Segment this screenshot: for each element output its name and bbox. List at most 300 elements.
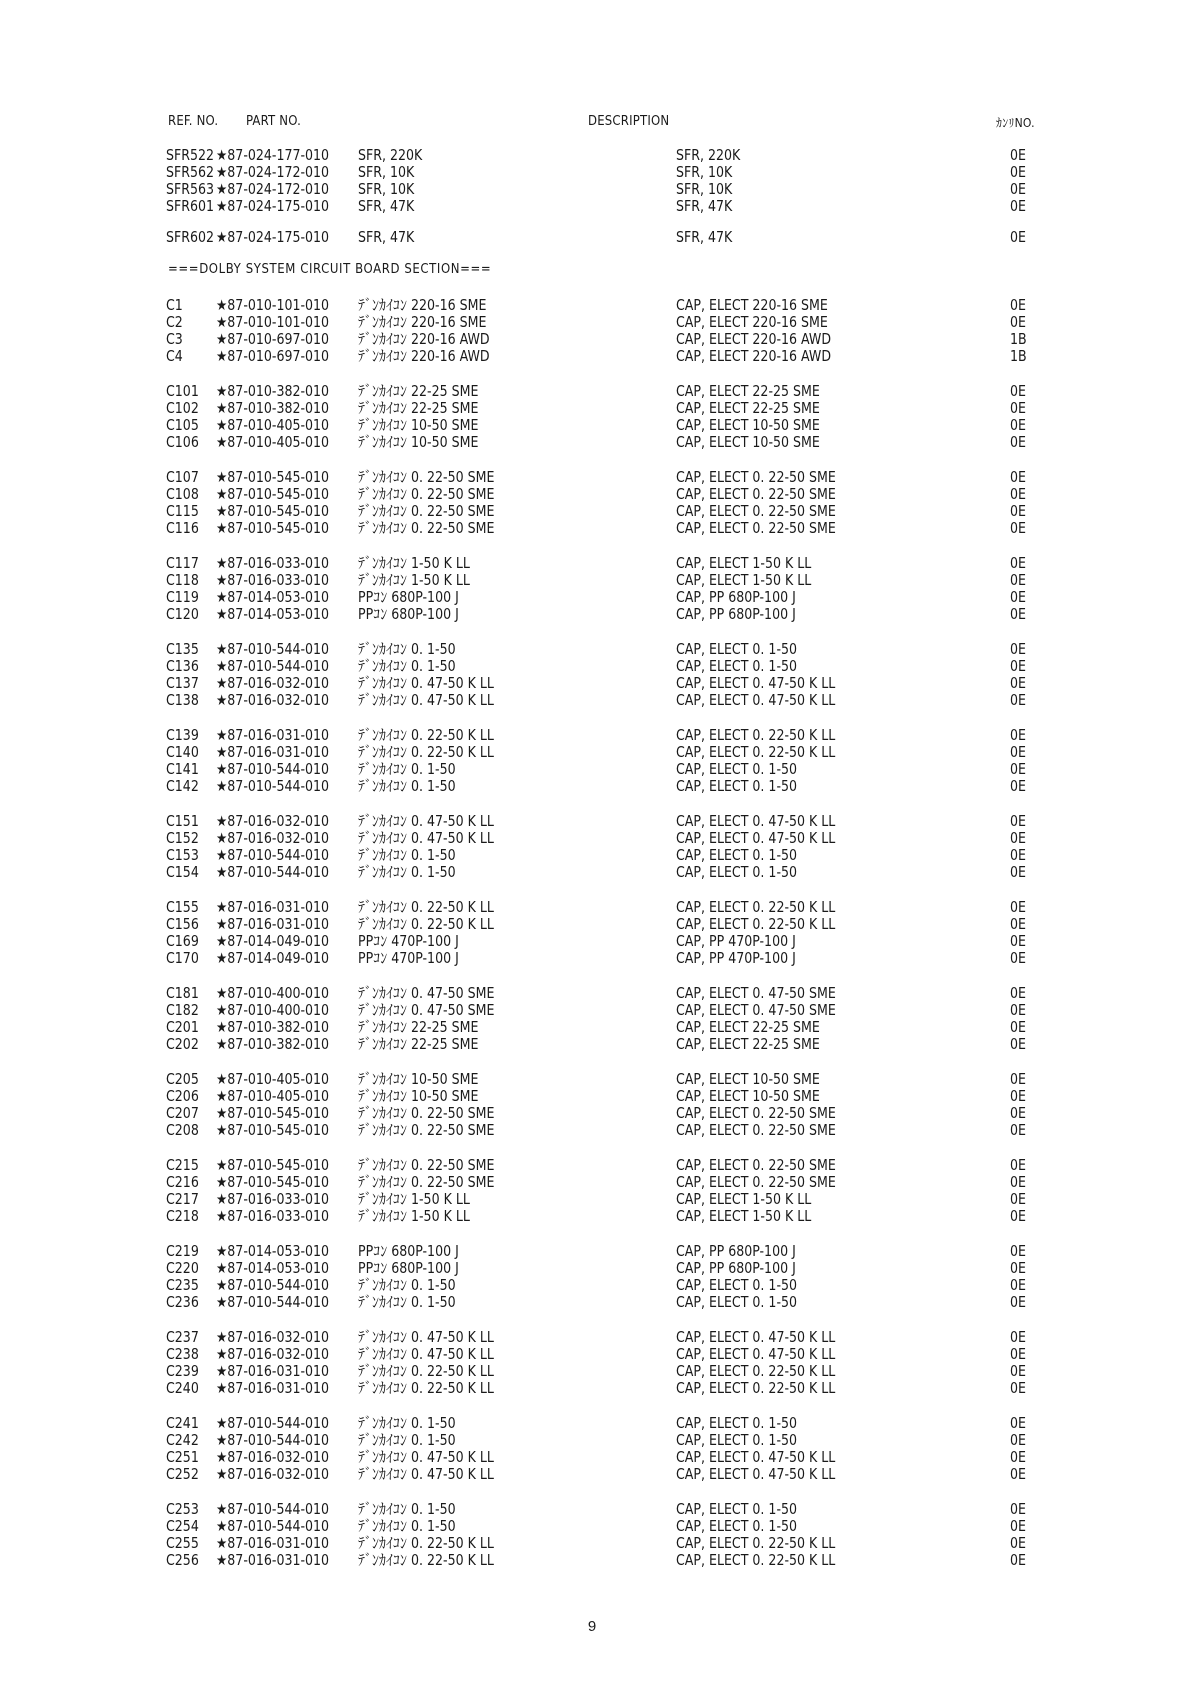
cell-ref: C240 [166, 1380, 199, 1398]
cell-kanri: 0E [1010, 181, 1026, 199]
cell-part: ★87-016-032-010 [216, 692, 330, 710]
page-number: 9 [587, 1618, 597, 1635]
cell-jp: ﾃﾞﾝｶｲｺﾝ 0. 47-50 K LL [358, 813, 494, 831]
cell-ref: C2 [166, 314, 183, 332]
cell-ref: C202 [166, 1036, 199, 1054]
parts-group [0, 556, 1184, 624]
cell-part: ★87-010-545-010 [216, 1174, 330, 1192]
cell-desc: CAP, ELECT 0. 1-50 [676, 1294, 798, 1312]
cell-kanri: 0E [1010, 641, 1026, 659]
cell-jp: ﾃﾞﾝｶｲｺﾝ 0. 22-50 K LL [358, 1552, 494, 1570]
cell-kanri: 0E [1010, 1415, 1026, 1433]
cell-kanri: 0E [1010, 1294, 1026, 1312]
cell-ref: C170 [166, 950, 199, 968]
table-row [0, 1003, 1184, 1021]
parts-group [0, 1416, 1184, 1484]
table-row [0, 1089, 1184, 1107]
cell-desc: CAP, PP 680P-100 J [676, 606, 796, 624]
table-row [0, 728, 1184, 746]
cell-jp: ﾃﾞﾝｶｲｺﾝ 22-25 SME [358, 1036, 479, 1054]
cell-desc: CAP, ELECT 0. 22-50 SME [676, 1174, 836, 1192]
cell-ref: C238 [166, 1346, 199, 1364]
cell-part: ★87-010-400-010 [216, 1002, 330, 1020]
cell-kanri: 0E [1010, 1380, 1026, 1398]
cell-desc: CAP, ELECT 0. 22-50 K LL [676, 916, 836, 934]
parts-group [0, 1502, 1184, 1570]
cell-ref: C255 [166, 1535, 199, 1553]
cell-ref: C142 [166, 778, 199, 796]
cell-jp: ﾃﾞﾝｶｲｺﾝ 0. 1-50 [358, 1518, 456, 1536]
cell-part: ★87-010-405-010 [216, 434, 330, 452]
cell-kanri: 0E [1010, 813, 1026, 831]
cell-ref: SFR562 [166, 164, 215, 182]
cell-jp: ﾃﾞﾝｶｲｺﾝ 0. 22-50 SME [358, 520, 495, 538]
cell-kanri: 0E [1010, 400, 1026, 418]
cell-ref: SFR601 [166, 198, 215, 216]
cell-desc: CAP, ELECT 0. 47-50 K LL [676, 830, 836, 848]
cell-part: ★87-016-032-010 [216, 675, 330, 693]
cell-desc: CAP, ELECT 0. 47-50 K LL [676, 1466, 836, 1484]
cell-kanri: 0E [1010, 950, 1026, 968]
cell-part: ★87-010-544-010 [216, 864, 330, 882]
cell-jp: ﾃﾞﾝｶｲｺﾝ 0. 22-50 SME [358, 469, 495, 487]
cell-ref: C105 [166, 417, 199, 435]
cell-desc: CAP, ELECT 10-50 SME [676, 417, 820, 435]
cell-desc: CAP, ELECT 0. 22-50 K LL [676, 1363, 836, 1381]
table-row [0, 401, 1184, 419]
cell-desc: CAP, ELECT 0. 22-50 K LL [676, 1380, 836, 1398]
cell-ref: C216 [166, 1174, 199, 1192]
cell-jp: ﾃﾞﾝｶｲｺﾝ 0. 22-50 SME [358, 1105, 495, 1123]
cell-jp: ﾃﾞﾝｶｲｺﾝ 0. 47-50 K LL [358, 675, 494, 693]
cell-kanri: 0E [1010, 675, 1026, 693]
cell-jp: ﾃﾞﾝｶｲｺﾝ 0. 47-50 SME [358, 1002, 495, 1020]
cell-desc: SFR, 47K [676, 229, 733, 247]
table-row [0, 435, 1184, 453]
table-row [0, 230, 1184, 248]
cell-kanri: 0E [1010, 1552, 1026, 1570]
cell-desc: CAP, ELECT 0. 1-50 [676, 761, 798, 779]
table-row [0, 1123, 1184, 1141]
table-row [0, 1209, 1184, 1227]
cell-ref: C101 [166, 383, 199, 401]
cell-kanri: 0E [1010, 744, 1026, 762]
parts-group [0, 470, 1184, 538]
cell-kanri: 0E [1010, 520, 1026, 538]
cell-kanri: 0E [1010, 1208, 1026, 1226]
table-row [0, 573, 1184, 591]
cell-jp: ﾃﾞﾝｶｲｺﾝ 10-50 SME [358, 434, 479, 452]
cell-ref: C252 [166, 1466, 199, 1484]
cell-desc: CAP, ELECT 0. 47-50 SME [676, 985, 836, 1003]
cell-kanri: 0E [1010, 434, 1026, 452]
table-row [0, 1502, 1184, 1520]
cell-part: ★87-010-544-010 [216, 778, 330, 796]
cell-kanri: 0E [1010, 985, 1026, 1003]
table-row [0, 556, 1184, 574]
cell-jp: PPｺﾝ 680P-100 J [358, 589, 459, 607]
cell-desc: CAP, ELECT 0. 1-50 [676, 778, 798, 796]
cell-ref: C118 [166, 572, 199, 590]
cell-ref: C107 [166, 469, 199, 487]
cell-jp: ﾃﾞﾝｶｲｺﾝ 0. 22-50 SME [358, 486, 495, 504]
parts-group [0, 814, 1184, 882]
table-row [0, 470, 1184, 488]
cell-part: ★87-010-545-010 [216, 520, 330, 538]
cell-kanri: 0E [1010, 486, 1026, 504]
table-row [0, 762, 1184, 780]
cell-jp: ﾃﾞﾝｶｲｺﾝ 0. 1-50 [358, 1277, 456, 1295]
cell-part: ★87-010-697-010 [216, 331, 330, 349]
cell-part: ★87-010-544-010 [216, 1415, 330, 1433]
cell-kanri: 0E [1010, 1122, 1026, 1140]
cell-ref: C239 [166, 1363, 199, 1381]
cell-part: ★87-010-400-010 [216, 985, 330, 1003]
cell-ref: C119 [166, 589, 199, 607]
cell-ref: C136 [166, 658, 199, 676]
cell-part: ★87-010-405-010 [216, 1088, 330, 1106]
table-row [0, 642, 1184, 660]
cell-desc: CAP, ELECT 0. 22-50 SME [676, 469, 836, 487]
cell-desc: CAP, ELECT 0. 47-50 K LL [676, 1449, 836, 1467]
cell-ref: C251 [166, 1449, 199, 1467]
cell-jp: ﾃﾞﾝｶｲｺﾝ 0. 1-50 [358, 1415, 456, 1433]
cell-part: ★87-016-031-010 [216, 1535, 330, 1553]
cell-desc: CAP, ELECT 22-25 SME [676, 1036, 820, 1054]
cell-kanri: 0E [1010, 1002, 1026, 1020]
cell-ref: C181 [166, 985, 199, 1003]
cell-ref: C169 [166, 933, 199, 951]
cell-desc: CAP, ELECT 220-16 SME [676, 297, 828, 315]
cell-kanri: 0E [1010, 469, 1026, 487]
cell-part: ★87-016-033-010 [216, 1191, 330, 1209]
cell-part: ★87-010-545-010 [216, 486, 330, 504]
cell-jp: ﾃﾞﾝｶｲｺﾝ 0. 47-50 K LL [358, 692, 494, 710]
cell-ref: C102 [166, 400, 199, 418]
cell-part: ★87-016-032-010 [216, 830, 330, 848]
table-row [0, 917, 1184, 935]
cell-part: ★87-010-545-010 [216, 503, 330, 521]
cell-desc: SFR, 220K [676, 147, 741, 165]
cell-part: ★87-024-172-010 [216, 164, 330, 182]
table-row [0, 1364, 1184, 1382]
table-row [0, 1536, 1184, 1554]
cell-desc: CAP, PP 680P-100 J [676, 589, 796, 607]
cell-kanri: 0E [1010, 1535, 1026, 1553]
cell-kanri: 0E [1010, 229, 1026, 247]
cell-ref: C220 [166, 1260, 199, 1278]
cell-ref: C241 [166, 1415, 199, 1433]
cell-ref: C137 [166, 675, 199, 693]
cell-desc: CAP, ELECT 0. 22-50 SME [676, 1122, 836, 1140]
cell-jp: SFR, 47K [358, 229, 415, 247]
cell-desc: CAP, ELECT 0. 22-50 K LL [676, 744, 836, 762]
cell-kanri: 0E [1010, 761, 1026, 779]
cell-part: ★87-010-545-010 [216, 1105, 330, 1123]
cell-kanri: 0E [1010, 1466, 1026, 1484]
cell-part: ★87-016-031-010 [216, 727, 330, 745]
kanri-no-header: ｶﾝﾘNO. [996, 116, 1035, 130]
cell-desc: CAP, ELECT 220-16 AWD [676, 348, 832, 366]
cell-part: ★87-014-049-010 [216, 933, 330, 951]
cell-desc: CAP, ELECT 0. 22-50 SME [676, 1157, 836, 1175]
parts-group [0, 1158, 1184, 1226]
cell-ref: C153 [166, 847, 199, 865]
cell-kanri: 0E [1010, 778, 1026, 796]
parts-group [0, 728, 1184, 796]
cell-kanri: 0E [1010, 503, 1026, 521]
cell-part: ★87-016-032-010 [216, 813, 330, 831]
table-row [0, 1433, 1184, 1451]
cell-desc: CAP, ELECT 1-50 K LL [676, 1191, 812, 1209]
cell-kanri: 0E [1010, 1243, 1026, 1261]
cell-ref: C182 [166, 1002, 199, 1020]
table-row [0, 831, 1184, 849]
table-row [0, 1295, 1184, 1313]
ref-no-header: REF. NO. [168, 114, 219, 129]
cell-ref: C253 [166, 1501, 199, 1519]
cell-ref: C217 [166, 1191, 199, 1209]
cell-part: ★87-016-032-010 [216, 1466, 330, 1484]
cell-jp: ﾃﾞﾝｶｲｺﾝ 0. 47-50 K LL [358, 1466, 494, 1484]
cell-part: ★87-024-175-010 [216, 229, 330, 247]
cell-desc: CAP, ELECT 220-16 AWD [676, 331, 832, 349]
cell-kanri: 0E [1010, 727, 1026, 745]
table-row [0, 590, 1184, 608]
cell-part: ★87-010-405-010 [216, 1071, 330, 1089]
cell-jp: ﾃﾞﾝｶｲｺﾝ 0. 22-50 K LL [358, 744, 494, 762]
cell-desc: CAP, ELECT 0. 22-50 SME [676, 520, 836, 538]
table-row [0, 1278, 1184, 1296]
cell-kanri: 0E [1010, 1260, 1026, 1278]
cell-kanri: 1B [1010, 348, 1027, 366]
cell-jp: ﾃﾞﾝｶｲｺﾝ 220-16 AWD [358, 348, 490, 366]
cell-kanri: 0E [1010, 1036, 1026, 1054]
cell-part: ★87-016-031-010 [216, 1380, 330, 1398]
cell-part: ★87-010-544-010 [216, 1432, 330, 1450]
table-row [0, 1261, 1184, 1279]
table-row [0, 1175, 1184, 1193]
cell-desc: SFR, 10K [676, 181, 733, 199]
cell-jp: ﾃﾞﾝｶｲｺﾝ 0. 22-50 K LL [358, 1363, 494, 1381]
cell-ref: C256 [166, 1552, 199, 1570]
cell-desc: CAP, ELECT 22-25 SME [676, 383, 820, 401]
cell-kanri: 0E [1010, 1071, 1026, 1089]
cell-jp: ﾃﾞﾝｶｲｺﾝ 1-50 K LL [358, 572, 470, 590]
table-row [0, 676, 1184, 694]
cell-ref: C208 [166, 1122, 199, 1140]
parts-group [0, 1330, 1184, 1398]
cell-desc: CAP, ELECT 1-50 K LL [676, 1208, 812, 1226]
cell-kanri: 0E [1010, 1346, 1026, 1364]
cell-kanri: 0E [1010, 606, 1026, 624]
cell-jp: ﾃﾞﾝｶｲｺﾝ 22-25 SME [358, 400, 479, 418]
cell-desc: CAP, ELECT 0. 47-50 SME [676, 1002, 836, 1020]
cell-part: ★87-016-031-010 [216, 916, 330, 934]
cell-desc: CAP, ELECT 0. 22-50 K LL [676, 727, 836, 745]
cell-ref: C117 [166, 555, 199, 573]
cell-jp: SFR, 220K [358, 147, 423, 165]
cell-ref: C138 [166, 692, 199, 710]
cell-desc: CAP, ELECT 10-50 SME [676, 1071, 820, 1089]
cell-jp: ﾃﾞﾝｶｲｺﾝ 0. 22-50 K LL [358, 1380, 494, 1398]
cell-ref: C254 [166, 1518, 199, 1536]
table-row [0, 418, 1184, 436]
cell-part: ★87-010-544-010 [216, 847, 330, 865]
cell-jp: ﾃﾞﾝｶｲｺﾝ 1-50 K LL [358, 555, 470, 573]
table-row [0, 487, 1184, 505]
cell-jp: ﾃﾞﾝｶｲｺﾝ 220-16 SME [358, 297, 487, 315]
cell-ref: C4 [166, 348, 183, 366]
cell-kanri: 0E [1010, 164, 1026, 182]
cell-part: ★87-014-053-010 [216, 606, 330, 624]
cell-kanri: 0E [1010, 417, 1026, 435]
section-title: ===DOLBY SYSTEM CIRCUIT BOARD SECTION=== [168, 262, 492, 277]
cell-kanri: 0E [1010, 383, 1026, 401]
cell-kanri: 0E [1010, 198, 1026, 216]
cell-kanri: 0E [1010, 555, 1026, 573]
cell-part: ★87-010-544-010 [216, 1294, 330, 1312]
cell-ref: C237 [166, 1329, 199, 1347]
cell-part: ★87-010-544-010 [216, 1501, 330, 1519]
parts-group [0, 1072, 1184, 1140]
cell-jp: ﾃﾞﾝｶｲｺﾝ 0. 22-50 SME [358, 1157, 495, 1175]
cell-kanri: 0E [1010, 692, 1026, 710]
cell-jp: ﾃﾞﾝｶｲｺﾝ 0. 1-50 [358, 1432, 456, 1450]
cell-jp: PPｺﾝ 680P-100 J [358, 1243, 459, 1261]
cell-desc: CAP, ELECT 220-16 SME [676, 314, 828, 332]
table-row [0, 1330, 1184, 1348]
cell-ref: SFR522 [166, 147, 215, 165]
cell-jp: ﾃﾞﾝｶｲｺﾝ 22-25 SME [358, 1019, 479, 1037]
table-row [0, 779, 1184, 797]
cell-ref: C141 [166, 761, 199, 779]
cell-jp: PPｺﾝ 680P-100 J [358, 1260, 459, 1278]
cell-kanri: 0E [1010, 1019, 1026, 1037]
cell-part: ★87-010-382-010 [216, 383, 330, 401]
cell-part: ★87-016-031-010 [216, 1552, 330, 1570]
table-row [0, 693, 1184, 711]
cell-desc: CAP, ELECT 0. 1-50 [676, 1501, 798, 1519]
table-row [0, 986, 1184, 1004]
cell-jp: ﾃﾞﾝｶｲｺﾝ 0. 1-50 [358, 864, 456, 882]
cell-desc: CAP, ELECT 0. 1-50 [676, 847, 798, 865]
cell-jp: ﾃﾞﾝｶｲｺﾝ 0. 47-50 K LL [358, 830, 494, 848]
cell-desc: CAP, ELECT 22-25 SME [676, 400, 820, 418]
cell-part: ★87-014-053-010 [216, 589, 330, 607]
table-row [0, 182, 1184, 200]
parts-group [0, 642, 1184, 710]
table-row [0, 332, 1184, 350]
table-row [0, 865, 1184, 883]
cell-part: ★87-010-382-010 [216, 1019, 330, 1037]
cell-jp: PPｺﾝ 470P-100 J [358, 950, 459, 968]
cell-ref: C235 [166, 1277, 199, 1295]
table-row [0, 607, 1184, 625]
cell-part: ★87-016-032-010 [216, 1329, 330, 1347]
cell-jp: SFR, 10K [358, 181, 415, 199]
cell-desc: CAP, ELECT 0. 1-50 [676, 1518, 798, 1536]
table-row [0, 848, 1184, 866]
cell-jp: ﾃﾞﾝｶｲｺﾝ 0. 22-50 SME [358, 1174, 495, 1192]
cell-kanri: 0E [1010, 916, 1026, 934]
cell-part: ★87-010-544-010 [216, 658, 330, 676]
cell-part: ★87-010-544-010 [216, 761, 330, 779]
cell-part: ★87-024-175-010 [216, 198, 330, 216]
cell-part: ★87-010-101-010 [216, 314, 330, 332]
cell-kanri: 0E [1010, 589, 1026, 607]
cell-desc: SFR, 47K [676, 198, 733, 216]
cell-desc: CAP, PP 470P-100 J [676, 950, 796, 968]
cell-jp: PPｺﾝ 680P-100 J [358, 606, 459, 624]
cell-jp: ﾃﾞﾝｶｲｺﾝ 0. 22-50 SME [358, 1122, 495, 1140]
cell-part: ★87-010-544-010 [216, 1277, 330, 1295]
cell-ref: C206 [166, 1088, 199, 1106]
cell-ref: C135 [166, 641, 199, 659]
cell-kanri: 0E [1010, 314, 1026, 332]
cell-kanri: 0E [1010, 1174, 1026, 1192]
cell-part: ★87-010-545-010 [216, 469, 330, 487]
parts-group [0, 1244, 1184, 1312]
cell-part: ★87-024-177-010 [216, 147, 330, 165]
cell-kanri: 0E [1010, 572, 1026, 590]
cell-part: ★87-016-031-010 [216, 1363, 330, 1381]
cell-kanri: 0E [1010, 899, 1026, 917]
table-row [0, 298, 1184, 316]
cell-jp: ﾃﾞﾝｶｲｺﾝ 0. 47-50 SME [358, 985, 495, 1003]
table-row [0, 1467, 1184, 1485]
cell-jp: ﾃﾞﾝｶｲｺﾝ 0. 1-50 [358, 761, 456, 779]
cell-jp: PPｺﾝ 470P-100 J [358, 933, 459, 951]
cell-jp: ﾃﾞﾝｶｲｺﾝ 1-50 K LL [358, 1208, 470, 1226]
cell-ref: SFR602 [166, 229, 215, 247]
cell-desc: CAP, ELECT 0. 22-50 K LL [676, 1552, 836, 1570]
cell-jp: ﾃﾞﾝｶｲｺﾝ 22-25 SME [358, 383, 479, 401]
cell-desc: CAP, ELECT 0. 1-50 [676, 1415, 798, 1433]
cell-ref: C3 [166, 331, 183, 349]
table-row [0, 934, 1184, 952]
cell-ref: C108 [166, 486, 199, 504]
table-row [0, 1020, 1184, 1038]
cell-part: ★87-010-544-010 [216, 641, 330, 659]
cell-kanri: 0E [1010, 864, 1026, 882]
cell-kanri: 1B [1010, 331, 1027, 349]
cell-part: ★87-016-033-010 [216, 1208, 330, 1226]
table-row [0, 1347, 1184, 1365]
cell-part: ★87-016-033-010 [216, 572, 330, 590]
table-row [0, 951, 1184, 969]
cell-part: ★87-016-031-010 [216, 899, 330, 917]
cell-part: ★87-010-545-010 [216, 1157, 330, 1175]
cell-desc: CAP, ELECT 0. 22-50 SME [676, 503, 836, 521]
cell-jp: ﾃﾞﾝｶｲｺﾝ 0. 1-50 [358, 1501, 456, 1519]
cell-part: ★87-024-172-010 [216, 181, 330, 199]
cell-ref: C205 [166, 1071, 199, 1089]
cell-ref: C1 [166, 297, 183, 315]
table-row [0, 900, 1184, 918]
parts-group [0, 230, 1184, 247]
table-row [0, 384, 1184, 402]
parts-group [0, 148, 1184, 216]
cell-jp: ﾃﾞﾝｶｲｺﾝ 10-50 SME [358, 1071, 479, 1089]
cell-kanri: 0E [1010, 1501, 1026, 1519]
cell-part: ★87-014-049-010 [216, 950, 330, 968]
cell-part: ★87-014-053-010 [216, 1260, 330, 1278]
cell-jp: ﾃﾞﾝｶｲｺﾝ 10-50 SME [358, 1088, 479, 1106]
cell-desc: CAP, PP 470P-100 J [676, 933, 796, 951]
cell-ref: C242 [166, 1432, 199, 1450]
cell-kanri: 0E [1010, 1277, 1026, 1295]
